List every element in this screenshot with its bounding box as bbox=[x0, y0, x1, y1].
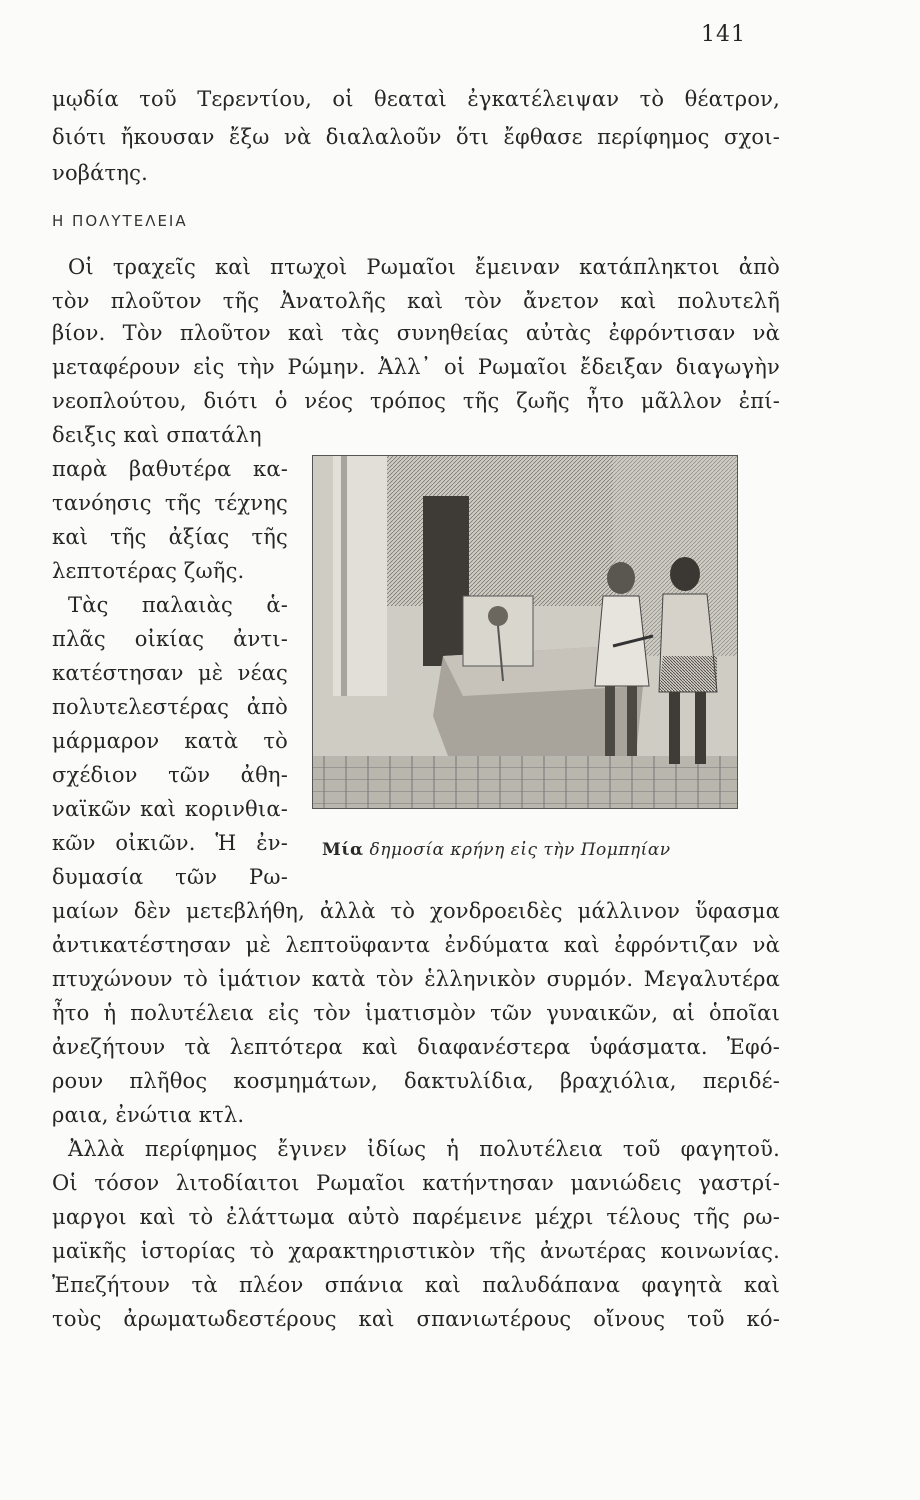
body-line: βίον. Τὸν πλοῦτον καὶ τὰς συνηθείας αὐτὰς ἐφρόντισαν νὰ bbox=[52, 321, 780, 345]
body-line: Οἱ τραχεῖς καὶ πτωχοὶ Ρωμαῖοι ἔμειναν κατάπληκτοι ἀπὸ bbox=[68, 255, 780, 279]
body-line: κατέστησαν μὲ νέας bbox=[52, 661, 288, 685]
body-line: νεοπλούτου, διότι ὁ νέος τρόπος τῆς ζωῆς ἦτο μᾶλλον ἐπί- bbox=[52, 389, 780, 413]
body-line: Οἱ τόσον λιτοδίαιτοι Ρωμαῖοι κατήντησαν μανιώδεις γαστρί- bbox=[52, 1171, 780, 1195]
body-line: ἀνεζήτουν τὰ λεπτότερα καὶ διαφανέστερα ὑφάσματα. Ἐφό- bbox=[52, 1035, 780, 1059]
body-line: παρὰ βαθυτέρα κα- bbox=[52, 457, 288, 481]
figure-caption-first-word: Μία bbox=[322, 840, 364, 860]
body-line: τοὺς ἀρωματωδεστέρους καὶ σπανιωτέρους οἴνους τοῦ κό- bbox=[52, 1307, 780, 1331]
body-line: λεπτοτέρας ζωῆς. bbox=[52, 559, 245, 583]
body-line: μῳδία τοῦ Τερεντίου, οἱ θεαταὶ ἐγκατέλειψαν τὸ θέατρον, bbox=[52, 87, 780, 111]
figure-caption bbox=[322, 840, 752, 860]
page-number: 141 bbox=[701, 22, 746, 47]
body-line: Ἀλλὰ περίφημος ἔγινεν ἰδίως ἡ πολυτέλεια τοῦ φαγητοῦ. bbox=[68, 1137, 780, 1161]
fountain-engraving bbox=[313, 456, 737, 808]
body-line: μαίων δὲν μετεβλήθη, ἀλλὰ τὸ χονδροειδὲς μάλλινον ὕφασμα bbox=[52, 899, 780, 923]
body-line: μεταφέρουν εἰς τὴν Ρώμην. Ἀλλ᾽ οἱ Ρωμαῖοι ἔδειξαν διαγωγὴν bbox=[52, 355, 780, 379]
body-line: σχέδιον τῶν ἀθη- bbox=[52, 763, 288, 787]
fountain-illustration bbox=[312, 455, 738, 809]
body-line: ἀντικατέστησαν μὲ λεπτοϋφαντα ἐνδύματα καὶ ἐφρόντιζαν νὰ bbox=[52, 933, 780, 957]
body-line: ραια, ἐνώτια κτλ. bbox=[52, 1103, 245, 1127]
body-line: πτυχώνουν τὸ ἱμάτιον κατὰ τὸν ἑλληνικὸν συρμόν. Μεγαλυτέρα bbox=[52, 967, 780, 991]
body-line: πολυτελεστέρας ἀπὸ bbox=[52, 695, 288, 719]
body-line: δυμασία τῶν Ρω- bbox=[52, 865, 288, 889]
body-line: καὶ τῆς ἀξίας τῆς bbox=[52, 525, 288, 549]
body-line: ἦτο ἡ πολυτέλεια εἰς τὸν ἱματισμὸν τῶν γυναικῶν, αἱ ὁποῖαι bbox=[52, 1001, 780, 1025]
body-line: μαϊκῆς ἱστορίας τὸ χαρακτηριστικὸν τῆς ἀνωτέρας κοινωνίας. bbox=[52, 1239, 780, 1263]
body-line: διότι ἤκουσαν ἔξω νὰ διαλαλοῦν ὅτι ἔφθασε περίφημος σχοι- bbox=[52, 125, 780, 149]
section-heading: Η ΠΟΛΥΤΕΛΕΙΑ bbox=[52, 212, 188, 230]
body-line: μαργοι καὶ τὸ ἐλάττωμα αὐτὸ παρέμεινε μέχρι τέλους τῆς ρω- bbox=[52, 1205, 780, 1229]
body-line: νοβάτης. bbox=[52, 161, 148, 185]
body-line: μάρμαρον κατὰ τὸ bbox=[52, 729, 288, 753]
body-line: Ἐπεζήτουν τὰ πλέον σπάνια καὶ παλυδάπανα φαγητὰ καὶ bbox=[52, 1273, 780, 1297]
body-line: τὸν πλοῦτον τῆς Ἀνατολῆς καὶ τὸν ἄνετον καὶ πολυτελῆ bbox=[52, 289, 780, 313]
body-line: τανόησις τῆς τέχνης bbox=[52, 491, 288, 515]
body-line: πλᾶς οἰκίας ἀντι- bbox=[52, 627, 288, 651]
body-line: Τὰς παλαιὰς ἁ- bbox=[68, 593, 288, 617]
figure-caption-text: δημοσία κρήνη εἰς τὴν Πομπηίαν bbox=[369, 840, 671, 860]
body-line: ρουν πλῆθος κοσμημάτων, δακτυλίδια, βραχιόλια, περιδέ- bbox=[52, 1069, 780, 1093]
body-line: δειξις καὶ σπατάλη bbox=[52, 423, 262, 447]
body-line: κῶν οἰκιῶν. Ἡ ἐν- bbox=[52, 831, 288, 855]
body-line: ναϊκῶν καὶ κορινθια- bbox=[52, 797, 288, 821]
